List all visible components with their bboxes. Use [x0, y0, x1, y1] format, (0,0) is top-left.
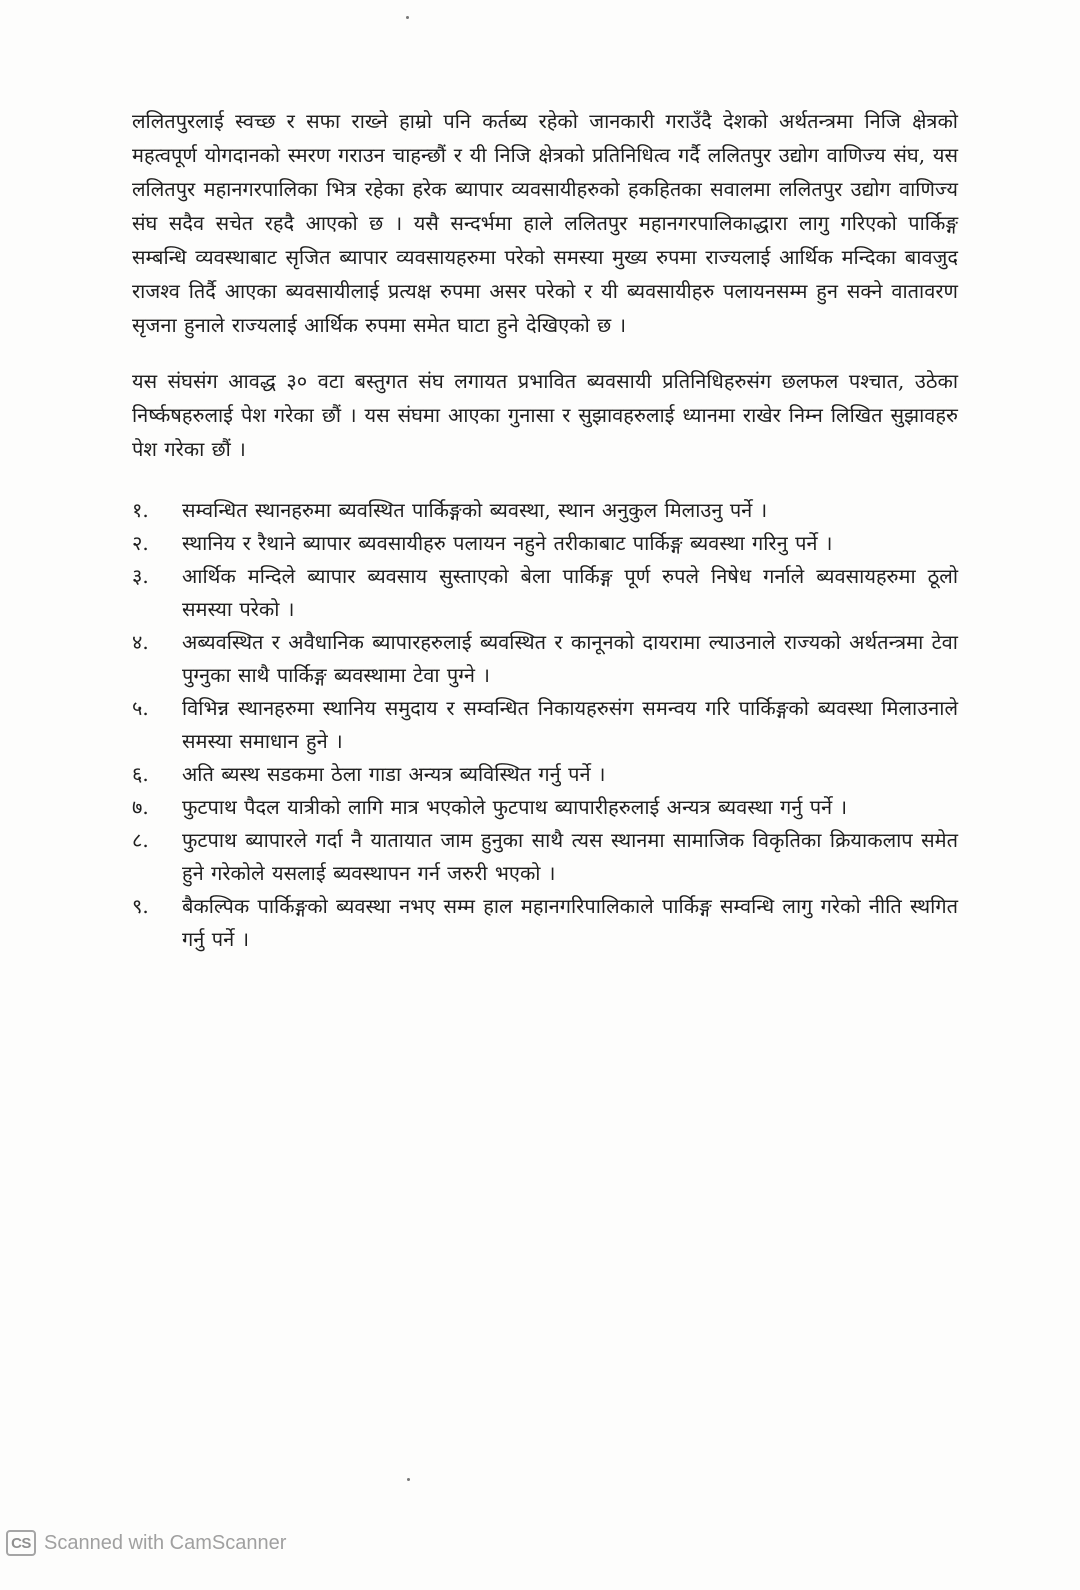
suggestion-list — [132, 494, 958, 956]
list-item-text: अति ब्यस्थ सडकमा ठेला गाडा अन्यत्र ब्यविस्थित गर्नु पर्ने । — [182, 762, 606, 786]
list-item-text: फुटपाथ पैदल यात्रीको लागि मात्र भएकोले फुटपाथ ब्यापारीहरुलाई अन्यत्र ब्यवस्था गर्नु पर्ने । — [182, 795, 848, 819]
scan-speck-bottom — [407, 1478, 410, 1481]
paragraph-intro: ललितपुरलाई स्वच्छ र सफा राख्ने हाम्रो पनि कर्तब्य रहेको जानकारी गराउँदै देशको अर्थतन्त्रमा निजि क्षेत्रको महत्वपूर्ण योगदानको स्मरण गराउन चाहन्छौं र यी निजि क्षेत्रको प्रतिनिधित्व गर्दै ललितपुर उद्योग वाणिज्य संघ, यस ललितपुर महानगरपालिका भित्र रहेका हरेक ब्यापार व्यवसायीहरुको हकहितका सवालमा ललितपुर उद्योग वाणिज्य संघ सदैव सचेत रहदै आएको छ । यसै सन्दर्भमा हाले ललितपुर महानगरपालिकाद्धारा लागु गरिएको पार्किङ्ग सम्बन्धि व्यवस्थाबाट सृजित ब्यापार व्यवसायहरुमा परेको समस्या मुख्य रुपमा राज्यलाई आर्थिक मन्दिका बावजुद राजश्व तिर्दै आएका ब्यवसायीलाई प्रत्यक्ष रुपमा असर परेको र यी ब्यवसायीहरु पलायनसम्म हुन सक्ने वातावरण सृजना हुनाले राज्यलाई आर्थिक रुपमा समेत घाटा हुने देखिएको छ । — [132, 109, 958, 337]
list-item-number: ८. — [132, 828, 149, 852]
list-item — [132, 758, 958, 791]
camscanner-watermark — [6, 1528, 286, 1558]
list-item-text: स्थानिय र रैथाने ब्यापार ब्यवसायीहरु पलायन नहुने तरीकाबाट पार्किङ्ग ब्यवस्था गरिनु पर्ने । — [182, 531, 833, 555]
list-item-number: ३. — [132, 564, 149, 588]
list-item-text: आर्थिक मन्दिले ब्यापार ब्यवसाय सुस्ताएको बेला पार्किङ्ग पूर्ण रुपले निषेध गर्नाले ब्यवसायहरुमा ठूलो समस्या परेको । — [182, 564, 958, 621]
list-item-number: ५. — [132, 696, 149, 720]
list-item — [132, 890, 958, 956]
list-item-text: विभिन्न स्थानहरुमा स्थानिय समुदाय र सम्वन्धित निकायहरुसंग समन्वय गरि पार्किङ्गको ब्यवस्था मिलाउनाले समस्या समाधान हुने । — [182, 696, 958, 753]
document-body — [132, 104, 958, 956]
scan-speck-top — [406, 16, 409, 19]
paragraph-consultation: यस संघसंग आवद्ध ३० वटा बस्तुगत संघ लगायत प्रभावित ब्यवसायी प्रतिनिधिहरुसंग छलफल पश्चात, उठेका निर्ष्कषहरुलाई पेश गरेका छौं । यस संघमा आएका गुनासा र सुझावहरुलाई ध्यानमा राखेर निम्न लिखित सुझावहरु पेश गरेका छौं । — [132, 369, 958, 461]
list-item-number: ४. — [132, 630, 149, 654]
list-item-number: ६. — [132, 762, 149, 786]
list-item-text: अब्यवस्थित र अवैधानिक ब्यापारहरुलाई ब्यवस्थित र कानूनको दायरामा ल्याउनाले राज्यको अर्थतन्त्रमा टेवा पुग्नुका साथै पार्किङ्ग ब्यवस्थामा टेवा पुग्ने । — [182, 630, 958, 687]
list-item — [132, 560, 958, 626]
list-item — [132, 527, 958, 560]
list-item-number: ७. — [132, 795, 149, 819]
list-item-number: ९. — [132, 894, 149, 918]
list-item — [132, 692, 958, 758]
list-item — [132, 824, 958, 890]
list-item-text: फुटपाथ ब्यापारले गर्दा नै यातायात जाम हुनुका साथै त्यस स्थानमा सामाजिक विकृतिका क्रियाकलाप समेत हुने गरेकोले यसलाई ब्यवस्थापन गर्न जरुरी भएको । — [182, 828, 958, 885]
list-item — [132, 626, 958, 692]
camscanner-logo-icon: CS — [6, 1530, 36, 1556]
list-item-number: २. — [132, 531, 149, 555]
camscanner-text: Scanned with CamScanner — [44, 1531, 287, 1554]
list-item-number: १. — [132, 498, 149, 522]
list-item — [132, 494, 958, 527]
list-item-text: बैकल्पिक पार्किङ्गको ब्यवस्था नभए सम्म हाल महानगरिपालिकाले पार्किङ्ग सम्वन्धि लागु गरेको नीति स्थगित गर्नु पर्ने । — [182, 894, 958, 951]
list-item-text: सम्वन्धित स्थानहरुमा ब्यवस्थित पार्किङ्गको ब्यवस्था, स्थान अनुकुल मिलाउनु पर्ने । — [182, 498, 768, 522]
list-item — [132, 791, 958, 824]
